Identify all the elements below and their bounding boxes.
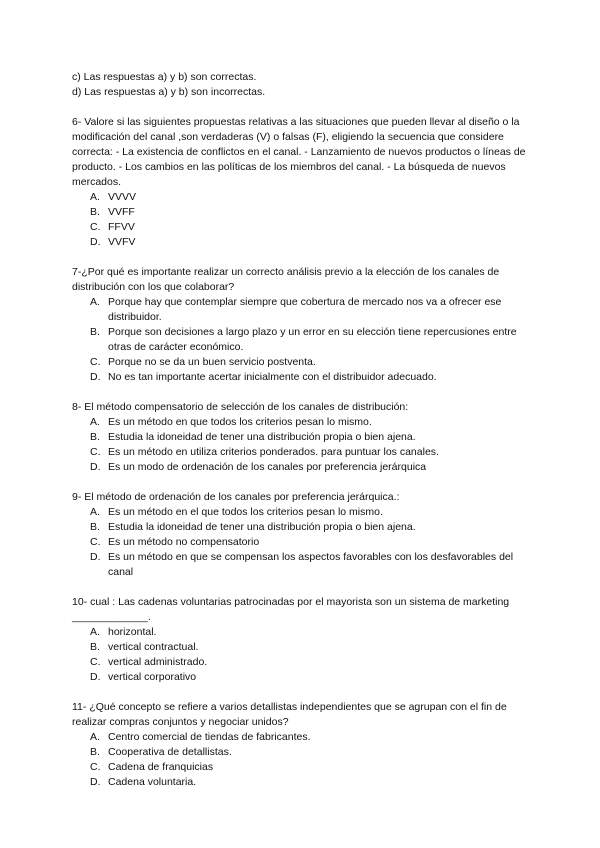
option-letter: A.: [90, 626, 100, 638]
option-b: [72, 520, 532, 535]
question-10: [72, 595, 532, 685]
option-letter: A.: [90, 731, 100, 743]
question-text: 11- ¿Qué concepto se refiere a varios detallistas independientes que se agrupan con el fin de realizar compras conjuntos y negociar unidos?: [72, 701, 507, 728]
option-text: Es un modo de ordenación de los canales por preferencia jerárquica: [108, 461, 427, 473]
option-text: Cadena voluntaria.: [108, 776, 197, 788]
question-11: [72, 700, 532, 790]
option-text: Cooperativa de detallistas.: [108, 746, 232, 758]
prelude-line: d) Las respuestas a) y b) son incorrectas.: [72, 86, 266, 98]
option-text: VVVV: [108, 191, 137, 203]
option-letter: B.: [90, 431, 100, 443]
option-a: [72, 730, 532, 745]
option-b: [72, 640, 532, 655]
option-list: [72, 190, 532, 250]
option-a: [72, 505, 532, 520]
option-letter: D.: [90, 461, 101, 473]
option-text: Estudia la idoneidad de tener una distribución propia o bien ajena.: [108, 521, 416, 533]
question-text: 6- Valore si las siguientes propuestas relativas a las situaciones que pueden llevar al diseño o la modificación del canal ,son verdaderas (V) o falsas (F), eligiendo la secuencia que considere correcta: - La existencia de conflictos en el canal. - Lanzamiento de nuevos productos o líneas de producto. - Los cambios en las políticas de los miembros del canal. - La búsqueda de nuevos mercados.: [72, 116, 526, 188]
question-text: 8- El método compensatorio de selección de los canales de distribución:: [72, 401, 409, 413]
option-c: [72, 655, 532, 670]
option-text: vertical administrado.: [108, 656, 208, 668]
option-letter: D.: [90, 776, 101, 788]
question-7: [72, 265, 532, 385]
option-text: horizontal.: [108, 626, 157, 638]
option-letter: C.: [90, 656, 101, 668]
option-letter: D.: [90, 236, 101, 248]
option-letter: B.: [90, 641, 100, 653]
option-b: [72, 745, 532, 760]
option-letter: B.: [90, 746, 100, 758]
option-d: [72, 370, 532, 385]
question-text: 7-¿Por qué es importante realizar un correcto análisis previo a la elección de los canales de distribución con los que colaborar?: [72, 266, 500, 293]
option-letter: B.: [90, 326, 100, 338]
option-letter: B.: [90, 521, 100, 533]
option-d: [72, 550, 532, 580]
option-a: [72, 625, 532, 640]
option-a: [72, 190, 532, 205]
option-letter: C.: [90, 446, 101, 458]
option-text: Estudia la idoneidad de tener una distribución propia o bien ajena.: [108, 431, 416, 443]
question-9: [72, 490, 532, 580]
option-letter: D.: [90, 671, 101, 683]
option-c: [72, 760, 532, 775]
option-b: [72, 430, 532, 445]
option-list: [72, 505, 532, 580]
option-c: [72, 220, 532, 235]
option-d: [72, 775, 532, 790]
option-letter: A.: [90, 506, 100, 518]
option-text: No es tan importante acertar inicialmente con el distribuidor adecuado.: [108, 371, 437, 383]
option-letter: D.: [90, 371, 101, 383]
option-text: Porque hay que contemplar siempre que cobertura de mercado nos va a ofrecer ese distribuidor.: [108, 296, 502, 323]
option-text: Cadena de franquicias: [108, 761, 214, 773]
option-text: Es un método en que se compensan los aspectos favorables con los desfavorables del canal: [108, 551, 514, 578]
option-letter: D.: [90, 551, 101, 563]
option-list: [72, 625, 532, 685]
question-8: [72, 400, 532, 475]
option-letter: C.: [90, 221, 101, 233]
option-text: VVFF: [108, 206, 135, 218]
option-text: VVFV: [108, 236, 136, 248]
option-text: Es un método no compensatorio: [108, 536, 260, 548]
option-list: [72, 730, 532, 790]
option-d: [72, 235, 532, 250]
option-c: [72, 445, 532, 460]
option-text: Porque no se da un buen servicio postventa.: [108, 356, 316, 368]
option-b: [72, 325, 532, 355]
option-text: Es un método en utiliza criterios ponderados. para puntuar los canales.: [108, 446, 439, 458]
option-letter: C.: [90, 356, 101, 368]
option-b: [72, 205, 532, 220]
option-a: [72, 295, 532, 325]
option-letter: B.: [90, 206, 100, 218]
option-d: [72, 460, 532, 475]
option-letter: C.: [90, 761, 101, 773]
option-letter: C.: [90, 536, 101, 548]
question-text: 9- El método de ordenación de los canales por preferencia jerárquica.:: [72, 491, 400, 503]
option-letter: A.: [90, 296, 100, 308]
option-c: [72, 355, 532, 370]
option-text: Porque son decisiones a largo plazo y un error en su elección tiene repercusiones entre otras de carácter económico.: [108, 326, 517, 353]
question-6: [72, 115, 532, 250]
option-c: [72, 535, 532, 550]
option-text: Es un método en el que todos los criterios pesan lo mismo.: [108, 506, 383, 518]
option-d: [72, 670, 532, 685]
option-letter: A.: [90, 191, 100, 203]
option-a: [72, 415, 532, 430]
option-letter: A.: [90, 416, 100, 428]
prelude-options: [72, 70, 532, 100]
document-content: [72, 70, 532, 805]
option-text: vertical contractual.: [108, 641, 199, 653]
option-list: [72, 295, 532, 385]
option-text: Es un método en que todos los criterios pesan lo mismo.: [108, 416, 372, 428]
question-text: 10- cual : Las cadenas voluntarias patrocinadas por el mayorista son un sistema de marketing _____________.: [72, 596, 510, 623]
option-text: Centro comercial de tiendas de fabricantes.: [108, 731, 311, 743]
option-text: FFVV: [108, 221, 135, 233]
prelude-line: c) Las respuestas a) y b) son correctas.: [72, 71, 257, 83]
option-text: vertical corporativo: [108, 671, 197, 683]
option-list: [72, 415, 532, 475]
